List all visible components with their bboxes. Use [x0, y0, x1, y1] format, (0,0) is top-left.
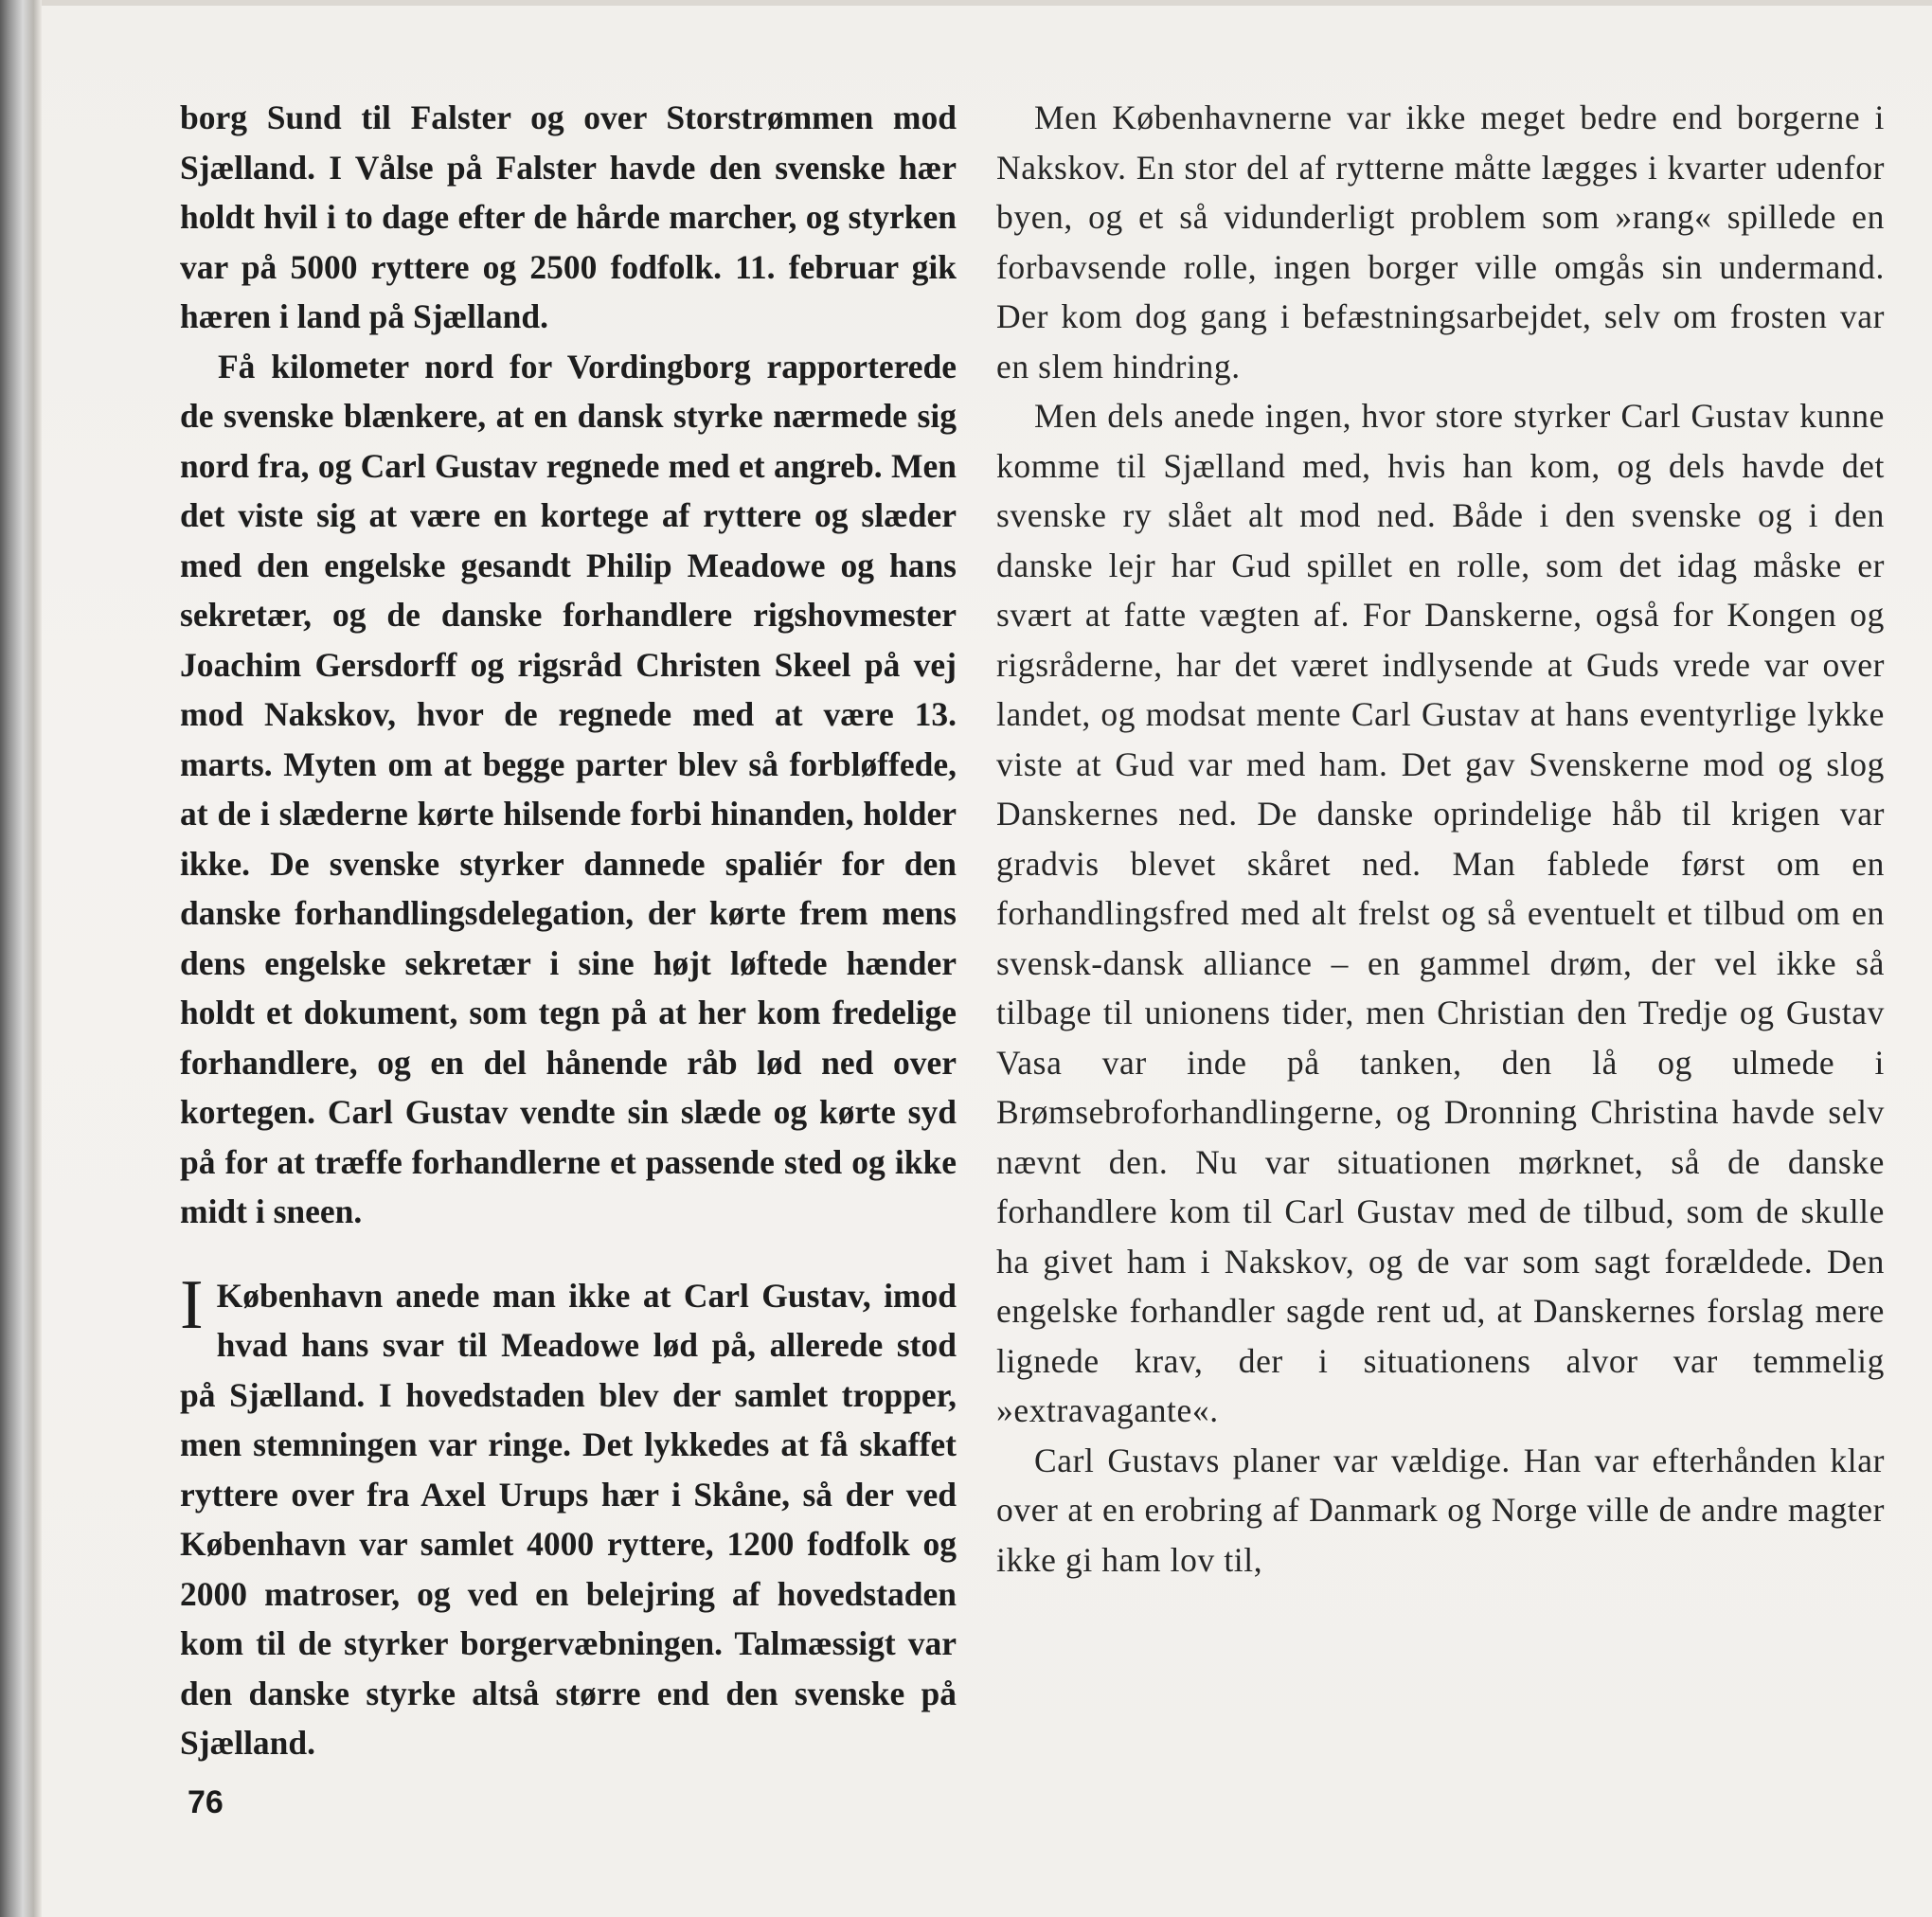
section-break [180, 1237, 957, 1271]
paragraph: Men dels anede ingen, hvor store styrker Carl Gustav kunne komme til Sjælland med, hvis han kom, og dels havde det svenske ry slået alt mod ned. Både i den svenske og i den danske lejr har Gud spillet en rolle, som det idag måske er svært at fatte vægten af. For Danskerne, også for Kongen og rigsråderne, har det været indlysende at Guds vrede var over landet, og modsat mente Carl Gustav at hans eventyrlige lykke viste at Gud var med ham. Det gav Svenskerne mod og slog Danskernes ned. De danske oprindelige håb til krigen var gradvis blevet skåret ned. Man fablede først om en forhandlingsfred med alt frelst og så eventuelt et tilbud om en svensk-dansk alliance – en gammel drøm, der vel ikke så tilbage til unionens tider, men Christian den Tredje og Gustav Vasa var inde på tanken, den lå og ulmede i Brømsebroforhandlingerne, og Dronning Christina havde selv nævnt den. Nu var situationen mørknet, så de danske forhandlere kom til Carl Gustav med de tilbud, som de skulle ha givet ham i Nakskov, og de var som sagt forældede. Den engelske forhandler sagde rent ud, at Danskernes forslag mere lignede krav, der i situationens alvor var temmelig »extravagante«. [996, 397, 1885, 1429]
paragraph: Carl Gustavs planer var vældige. Han var efterhånden klar over at en erobring af Danmark og Norge ville de andre magter ikke gi ham lov til, [996, 1441, 1885, 1579]
paragraph: Få kilometer nord for Vordingborg rapporterede de svenske blænkere, at en dansk styrke nærmede sig nord fra, og Carl Gustav regnede med et angreb. Men det viste sig at være en kortege af ryttere og slæder med den engelske gesandt Philip Meadowe og hans sekretær, og de danske forhandlere rigshovmester Joachim Gersdorff og rigsråd Christen Skeel på vej mod Nakskov, hvor de regnede med at være 13. marts. Myten om at begge parter blev så forbløffede, at de i slæderne kørte hilsende forbi hinanden, holder ikke. De svenske styrker dannede spaliér for den danske forhandlingsdelegation, der kørte frem mens dens engelske sekretær i sine højt løftede hænder holdt et dokument, som tegn på at her kom fredelige forhandlere, og en del hånende råb lød ned over kortegen. Carl Gustav vendte sin slæde og kørte syd på for at træffe forhandlerne et passende sted og ikke midt i sneen. [180, 347, 957, 1230]
paragraph: borg Sund til Falster og over Storstrømmen mod Sjælland. I Vålse på Falster havde den svenske hær holdt hvil i to dage efter de hårde marcher, og styrken var på 5000 ryttere og 2500 fodfolk. 11. februar gik hæren i land på Sjælland. [180, 99, 957, 335]
left-text-column [180, 93, 957, 1768]
book-binding-edge [0, 0, 42, 1917]
page-number: 76 [188, 1784, 224, 1820]
book-page [42, 6, 1932, 1917]
right-text-column [996, 93, 1885, 1585]
paragraph: Men Københavnerne var ikke meget bedre end borgerne i Nakskov. En stor del af rytterne måtte lægges i kvarter udenfor byen, og et så vidunderligt problem som »rang« spillede en forbavsende rolle, ingen borger ville omgås sin undermand. Der kom dog gang i befæstningsarbejdet, selv om frosten var en slem hindring. [996, 99, 1885, 385]
section-opening-paragraph: IKøbenhavn anede man ikke at Carl Gustav, imod hvad hans svar til Meadowe lød på, allerede stod på Sjælland. I hovedstaden blev der samlet tropper, men stemningen var ringe. Det lykkedes at få skaffet ryttere over fra Axel Urups hær i Skåne, så der ved København var samlet 4000 ryttere, 1200 fodfolk og 2000 matroser, og ved en belejring af hovedstaden kom til de styrker borgervæbningen. Talmæssigt var den danske styrke altså større end den svenske på Sjælland. [180, 1265, 957, 1762]
